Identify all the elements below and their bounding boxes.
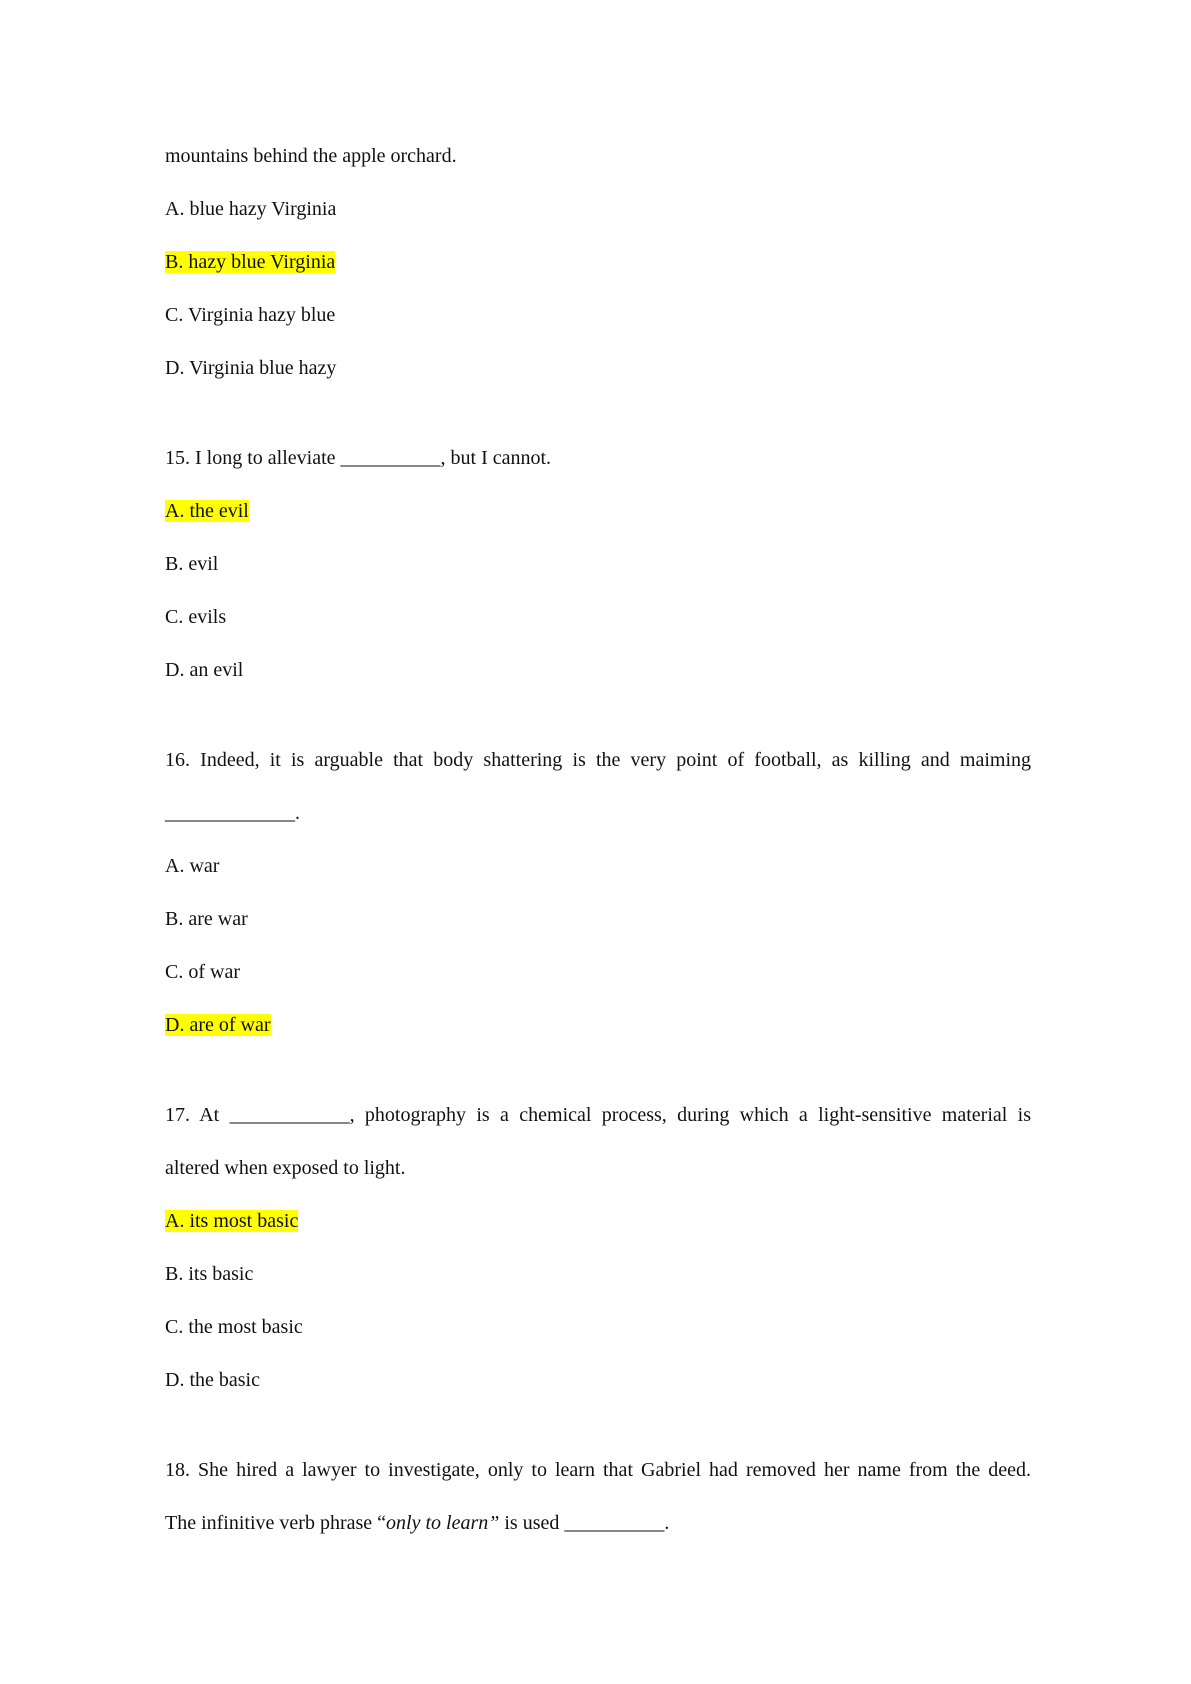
option-text: B. evil bbox=[165, 553, 219, 575]
question-16-line-1: 16. Indeed, it is arguable that body shattering is the very point of football, as killing and maiming bbox=[165, 749, 1031, 771]
option-text: A. blue hazy Virginia bbox=[165, 198, 337, 220]
question-18-text-post: is used __________. bbox=[499, 1512, 670, 1534]
q15-option-d bbox=[165, 657, 243, 683]
option-text-highlighted: A. the evil bbox=[165, 500, 249, 522]
question-17-line-1: 17. At ____________, photography is a chemical process, during which a light-sensitive material is bbox=[165, 1104, 1031, 1126]
q16-option-d bbox=[165, 1012, 271, 1038]
q17-option-c bbox=[165, 1314, 303, 1340]
q15-option-b bbox=[165, 551, 218, 577]
document-page bbox=[165, 0, 1031, 1684]
option-text: C. evils bbox=[165, 606, 227, 628]
option-text: C. the most basic bbox=[165, 1316, 303, 1338]
question-18-line-1: 18. She hired a lawyer to investigate, only to learn that Gabriel had removed her name from the deed. bbox=[165, 1459, 1031, 1481]
q14-option-c bbox=[165, 302, 335, 328]
q14-option-d bbox=[165, 355, 336, 381]
q17-option-d bbox=[165, 1367, 260, 1393]
option-text: A. war bbox=[165, 855, 220, 877]
q15-option-c bbox=[165, 604, 226, 630]
option-text: B. are war bbox=[165, 908, 248, 930]
question-17-line-2: altered when exposed to light. bbox=[165, 1157, 406, 1179]
question-18-text-pre: The infinitive verb phrase “ bbox=[165, 1512, 387, 1534]
question-18-italic-phrase: only to learn” bbox=[386, 1512, 500, 1534]
option-text-highlighted: B. hazy blue Virginia bbox=[165, 251, 336, 273]
question-16-line-2: _____________. bbox=[165, 802, 300, 824]
option-text-highlighted: D. are of war bbox=[165, 1014, 271, 1036]
option-text: D. the basic bbox=[165, 1369, 260, 1391]
q16-option-b bbox=[165, 906, 248, 932]
option-text: B. its basic bbox=[165, 1263, 254, 1285]
question-15: 15. I long to alleviate __________, but I cannot. bbox=[165, 447, 552, 469]
option-text: C. Virginia hazy blue bbox=[165, 304, 336, 326]
option-text-highlighted: A. its most basic bbox=[165, 1210, 299, 1232]
option-text: C. of war bbox=[165, 961, 240, 983]
q16-option-a bbox=[165, 853, 219, 879]
option-text: D. Virginia blue hazy bbox=[165, 357, 337, 379]
q17-option-a bbox=[165, 1208, 298, 1234]
option-text: D. an evil bbox=[165, 659, 244, 681]
q15-option-a bbox=[165, 498, 249, 524]
question-14-continuation: mountains behind the apple orchard. bbox=[165, 145, 457, 167]
question-18-line-2 bbox=[165, 1510, 669, 1536]
q14-option-a bbox=[165, 196, 336, 222]
q14-option-b bbox=[165, 249, 335, 275]
q16-option-c bbox=[165, 959, 240, 985]
q17-option-b bbox=[165, 1261, 253, 1287]
